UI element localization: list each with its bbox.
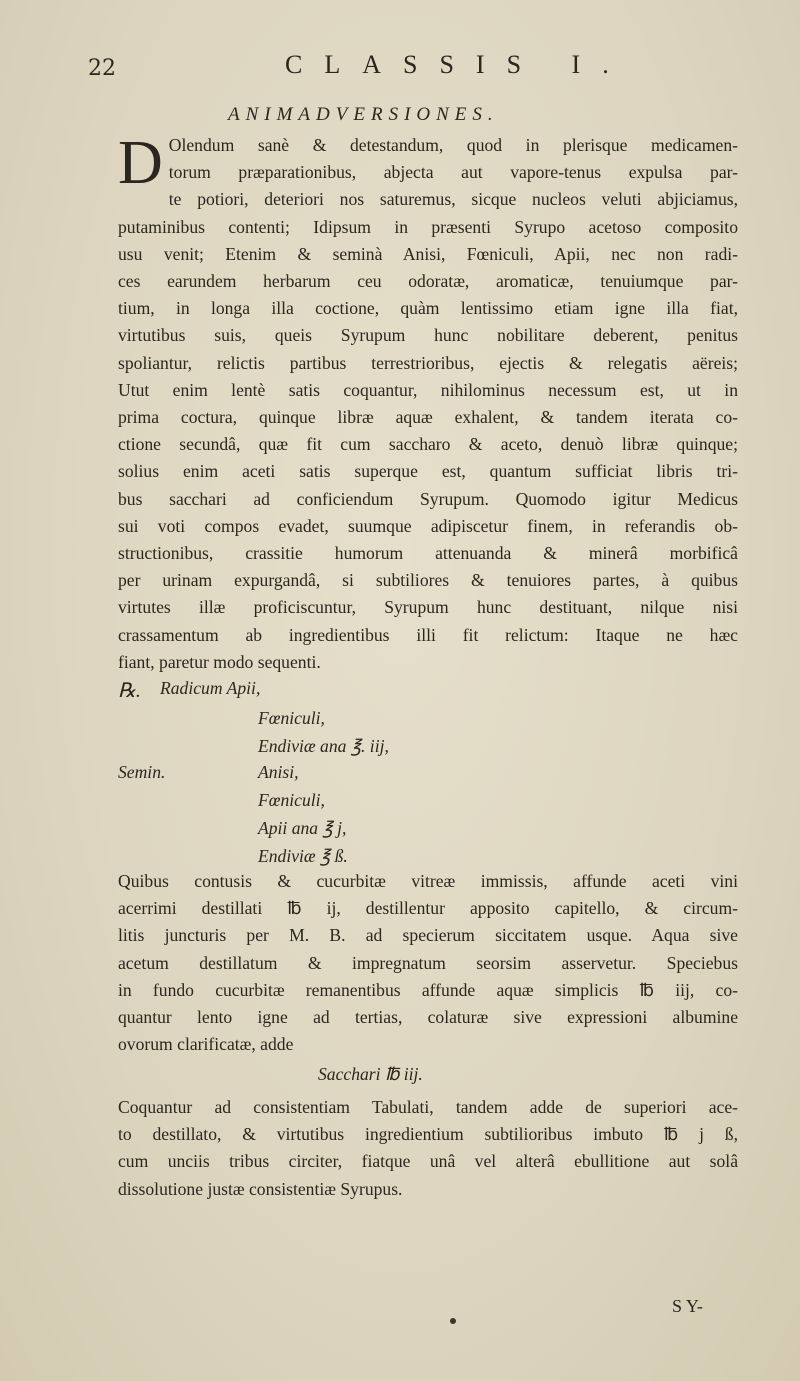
text-line: Utut enim lentè satis coquantur, nihilominus necessum est, ut in [118,379,738,400]
recipe-line: Fœniculi, [258,790,325,810]
text-line: per urinam expurgandâ, si subtiliores & tenuiores partes, à quibus [118,570,738,591]
paragraph-animadversiones [118,129,738,676]
recipe-line: Endiviæ ℥ ß. [258,846,348,866]
paragraph-procedure [118,868,738,1058]
recipe-label: Semin. [118,762,166,782]
printer-mark [450,1318,456,1324]
text-line: litis juncturis per M. B. ad specierum siccitatem usque. Aqua sive [118,925,738,946]
text-line: fiant, paretur modo sequenti. [118,651,321,672]
text-line: Coquantur ad consistentiam Tabulati, tandem adde de superiori ace- [118,1097,738,1117]
section-title: ANIMADVERSIONES. [228,104,499,125]
text-line: solius enim aceti satis superque est, quantum sufficiat libris tri- [118,461,738,482]
text-line: Quibus contusis & cucurbitæ vitreæ immissis, affunde aceti vini [118,871,738,891]
running-head: CLASSIS I. [285,50,631,79]
text-line: sui voti compos evadet, suumque adipiscetur finem, in referandis ob- [118,515,738,536]
text-line: Olendum sanè & detestandum, quod in plerisque medicamen- [168,135,738,155]
text-line: tium, in longa illa coctione, quàm lentissimo etiam igne illa fiat, [118,298,738,319]
text-line: structionibus, crassitie humorum attenuanda & minerâ morbificâ [118,543,738,564]
recipe-line: Radicum Apii, [160,678,261,698]
recipe-line: Fœniculi, [258,708,325,728]
paragraph-conclusion [118,1094,738,1203]
sacchari-line: Sacchari ℔ iij. [318,1064,423,1084]
recipe-line: Anisi, [258,762,299,782]
text-line: ces earundem herbarum ceu odoratæ, aromaticæ, tenuiumque par- [118,271,738,292]
text-line: torum præparationibus, abjecta aut vapore-tenus expulsa par- [168,162,738,183]
text-line: ctione secundâ, quæ fit cum saccharo & aceto, denuò libræ quinque; [118,434,738,455]
drop-cap: D [118,129,163,197]
recipe-line: Endiviæ ana ℥. iij, [258,736,389,756]
text-line: to destillato, & virtutibus ingredientium subtilioribus imbuto ℔ j ß, [118,1124,738,1145]
text-line: ovorum clarificatæ, adde [118,1034,294,1055]
text-line: quantur lento igne ad tertias, colaturæ sive expressioni albumine [118,1007,738,1028]
text-line: putaminibus contenti; Idipsum in præsenti Syrupo acetoso composito [118,216,738,237]
text-line: bus sacchari ad conficiendum Syrupum. Quomodo igitur Medicus [118,488,738,509]
text-line: acetum destillatum & impregnatum seorsim asservetur. Speciebus [118,952,738,973]
text-line: prima coctura, quinque libræ aquæ exhalent, & tandem iterata co- [118,407,738,428]
text-line: spoliantur, relictis partibus terrestrioribus, ejectis & relegatis aëreis; [118,352,738,373]
text-line: cum unciis tribus circiter, fiatque unâ vel alterâ ebullitione aut solâ [118,1151,738,1172]
catchword: S Y- [672,1296,703,1316]
text-line: usu venit; Etenim & seminà Anisi, Fœniculi, Apii, nec non radi- [118,243,738,264]
text-line: te potiori, deteriori nos saturemus, sicque nucleos veluti abjiciamus, [168,189,738,210]
text-line: dissolutione justæ consistentiæ Syrupus. [118,1178,403,1199]
text-line: virtutes illæ proficiscuntur, Syrupum hunc destituant, nilque nisi [118,597,738,618]
page-header [0,50,800,90]
recipe-line: Apii ana ℥ j, [258,818,347,838]
page-number: 22 [88,56,116,81]
text-line: acerrimi destillati ℔ ij, destillentur apposito capitello, & circum- [118,898,738,919]
recipe-symbol: ℞. [118,680,141,702]
text-line: crassamentum ab ingredientibus illi fit relictum: Itaque ne hæc [118,624,738,645]
text-line: virtutibus suis, queis Syrupum hunc nobilitare deberent, penitus [118,325,738,346]
text-line: in fundo cucurbitæ remanentibus affunde aquæ simplicis ℔ iij, co- [118,979,738,1000]
